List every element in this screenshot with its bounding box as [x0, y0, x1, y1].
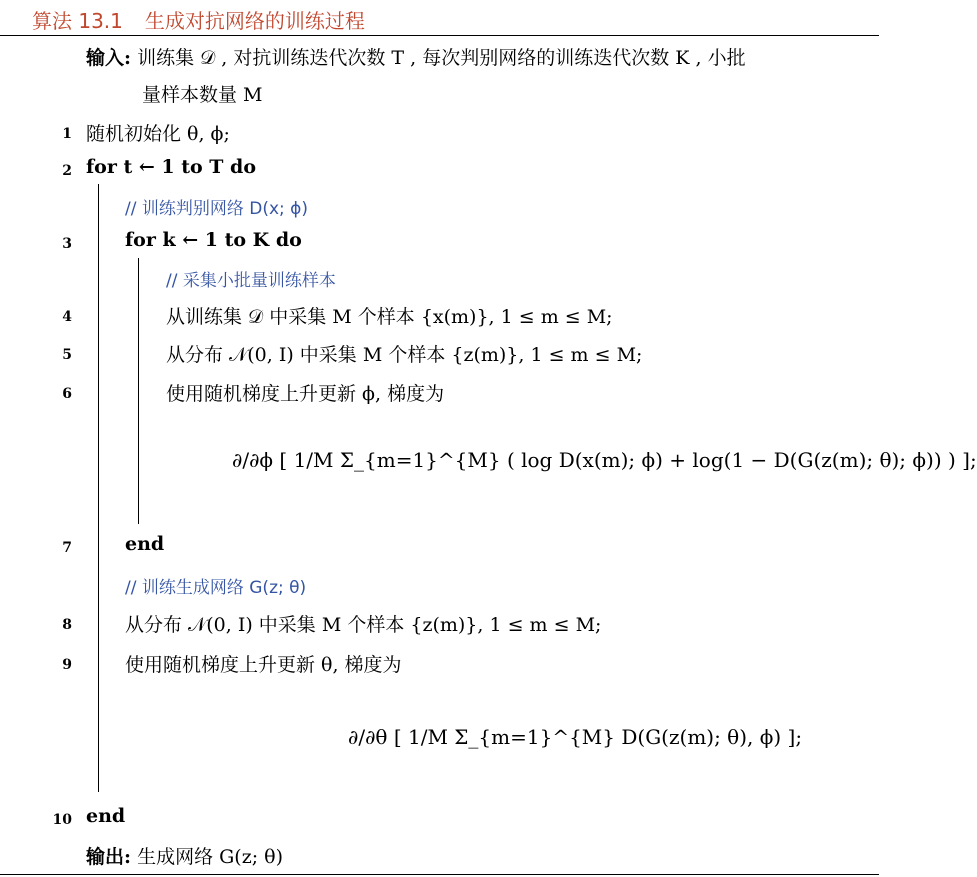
- line-number: 9: [62, 657, 72, 673]
- algo-line: 使用随机梯度上升更新 θ, 梯度为: [125, 654, 402, 676]
- input-text-1: 训练集 𝒟 , 对抗训练迭代次数 T , 每次判别网络的训练迭代次数 K , 小批: [137, 47, 746, 69]
- algo-line: 使用随机梯度上升更新 ϕ, 梯度为: [166, 383, 445, 405]
- line-number: 7: [62, 540, 72, 556]
- line-number: 4: [62, 309, 72, 325]
- line-number: 6: [62, 386, 72, 402]
- algo-line-end-outer: end: [86, 805, 126, 827]
- comment-train-generator: // 训练生成网络 G(z; θ): [125, 578, 307, 598]
- algo-line-for-outer: for t ← 1 to T do: [86, 156, 257, 178]
- output-label: 输出:: [86, 846, 132, 868]
- line-number: 2: [62, 163, 72, 179]
- algo-line-end-inner: end: [125, 533, 165, 555]
- input-label: 输入:: [86, 47, 132, 69]
- line-number: 3: [62, 236, 72, 252]
- output-line: [86, 842, 283, 869]
- line-number: 8: [62, 617, 72, 633]
- line-number: 1: [62, 126, 72, 142]
- comment-train-discriminator: // 训练判别网络 D(x; ϕ): [125, 199, 309, 219]
- output-text: 生成网络 G(z; θ): [137, 846, 283, 868]
- algorithm-name: 生成对抗网络的训练过程: [144, 9, 365, 33]
- inner-loop-bar: [138, 258, 139, 524]
- algo-line: 从分布 𝒩(0, I) 中采集 M 个样本 {z(m)}, 1 ≤ m ≤ M;: [166, 344, 643, 366]
- top-rule: [0, 35, 879, 36]
- comment-sample-minibatch: // 采集小批量训练样本: [166, 271, 336, 291]
- algo-line: 随机初始化 θ, ϕ;: [86, 123, 230, 145]
- algorithm-title: [32, 5, 365, 34]
- gradient-formula-generator: ∂/∂θ [ 1/M Σ_{m=1}^{M} D(G(z(m); θ), ϕ) ];: [348, 725, 803, 749]
- algo-line: 从训练集 𝒟 中采集 M 个样本 {x(m)}, 1 ≤ m ≤ M;: [166, 306, 613, 328]
- gradient-formula-discriminator: ∂/∂ϕ [ 1/M Σ_{m=1}^{M} ( log D(x(m); ϕ) + log(1 − D(G(z(m); θ); ϕ)) ) ];: [232, 448, 977, 472]
- algo-line-for-inner: for k ← 1 to K do: [125, 229, 302, 251]
- input-line-1: [86, 43, 746, 70]
- line-number: 10: [52, 812, 72, 828]
- line-number: 5: [62, 347, 72, 363]
- algo-line: 从分布 𝒩(0, I) 中采集 M 个样本 {z(m)}, 1 ≤ m ≤ M;: [125, 614, 602, 636]
- bottom-rule: [0, 874, 879, 875]
- outer-loop-bar: [98, 184, 99, 792]
- input-line-2: 量样本数量 M: [142, 84, 263, 106]
- algorithm-number: 算法 13.1: [32, 9, 123, 33]
